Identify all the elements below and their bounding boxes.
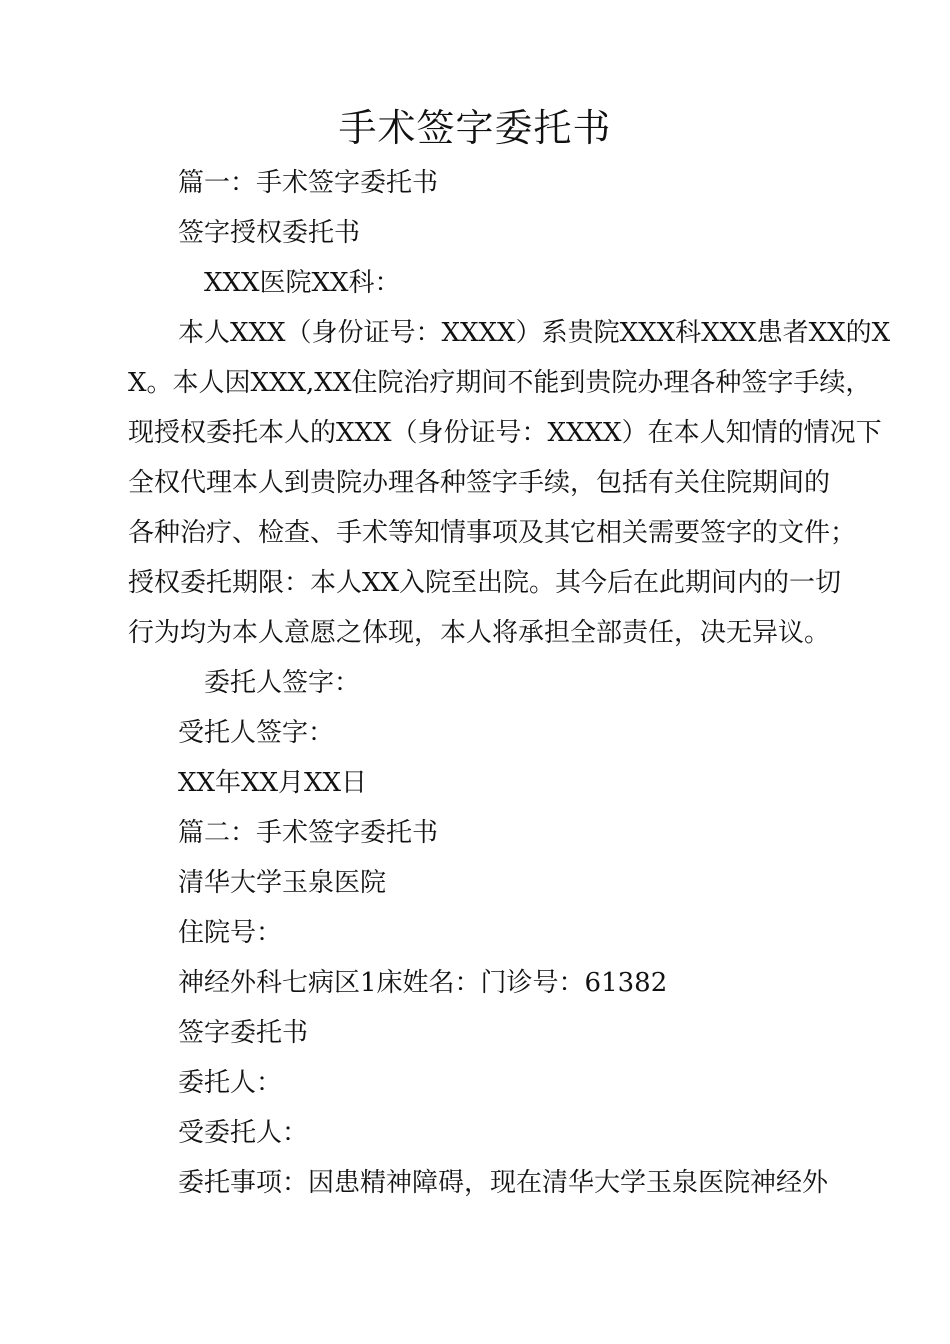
body-line: 全权代理本人到贵院办理各种签字手续，包括有关住院期间的 [128, 468, 831, 498]
admission-number: 住院号： [178, 918, 283, 948]
principal-field: 委托人： [178, 1068, 283, 1098]
body-line: 现授权委托本人的XXX（身份证号：XXXX）在本人知情的情况下 [128, 418, 882, 448]
document-title: 手术签字委托书 [338, 106, 612, 150]
form-title: 签字委托书 [178, 1018, 309, 1048]
body-line: 各种治疗、检查、手术等知情事项及其它相关需要签字的文件； [128, 518, 857, 548]
agent-field: 受委托人： [178, 1118, 309, 1148]
body-line: 本人XXX（身份证号：XXXX）系贵院XXX科XXX患者XX的X [178, 318, 891, 348]
section1-heading: 篇一：手术签字委托书 [178, 168, 439, 198]
body-line: 行为均为本人意愿之体现，本人将承担全部责任，决无异议。 [128, 618, 831, 648]
hospital-name: 清华大学玉泉医院 [178, 868, 387, 898]
signature-date: XX年XX月XX日 [178, 768, 368, 798]
section1-addressee: XXX医院XX科： [204, 268, 401, 298]
body-line: 授权委托期限：本人XX入院至出院。其今后在此期间内的一切 [128, 568, 842, 598]
matter-field: 委托事项：因患精神障碍，现在清华大学玉泉医院神经外 [178, 1168, 829, 1198]
section1-subtitle: 签字授权委托书 [178, 218, 361, 248]
body-line: X。本人因XXX,XX住院治疗期间不能到贵院办理各种签字手续， [128, 368, 872, 398]
ward-line: 神经外科七病区1床姓名：门诊号：61382 [178, 968, 668, 998]
principal-signature: 委托人签字： [204, 668, 361, 698]
agent-signature: 受托人签字： [178, 718, 335, 748]
section2-heading: 篇二：手术签字委托书 [178, 818, 439, 848]
